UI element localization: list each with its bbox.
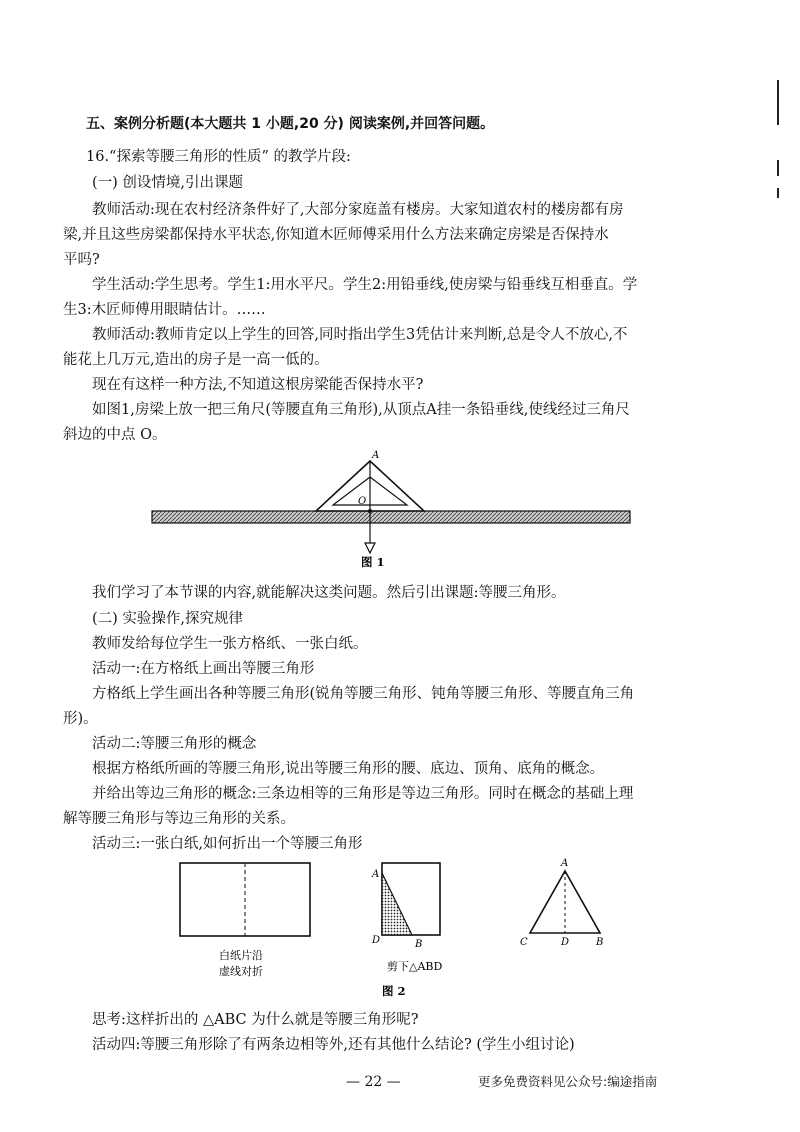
paragraph-line: 活动三:一张白纸,如何折出一个等腰三角形 xyxy=(92,836,363,852)
paragraph-line: 方格纸上学生画出各种等腰三角形(锐角等腰三角形、钝角等腰三角形、等腰直角三角 xyxy=(92,686,635,702)
question-title: 16.“探索等腰三角形的性质” 的教学片段: xyxy=(86,149,351,165)
paragraph-line: 根据方格纸所画的等腰三角形,说出等腰三角形的腰、底边、顶角、底角的概念。 xyxy=(92,761,605,777)
figure-1 xyxy=(0,445,800,585)
scan-edge-mark xyxy=(777,188,779,198)
paragraph-line: 我们学习了本节课的内容,就能解决这类问题。然后引出课题:等腰三角形。 xyxy=(92,585,566,601)
plumb-bob xyxy=(365,543,375,553)
paragraph-line: 思考:这样折出的 △ABC 为什么就是等腰三角形呢? xyxy=(92,1012,419,1028)
paper-caption-line1: 白纸片沿 xyxy=(219,949,263,962)
part2-heading: (二) 实验操作,探究规律 xyxy=(92,611,244,627)
cut-label-D: D xyxy=(372,935,381,946)
paragraph-line: 如图1,房梁上放一把三角尺(等腰直角三角形),从顶点A挂一条铅垂线,使线经过三角尺 xyxy=(92,402,630,418)
paragraph-line: 活动一:在方格纸上画出等腰三角形 xyxy=(92,661,315,677)
paper-caption-line2: 虚线对折 xyxy=(219,965,263,978)
cut-label-B: B xyxy=(415,939,423,950)
paragraph-line: 活动四:等腰三角形除了有两条边相等外,还有其他什么结论? (学生小组讨论) xyxy=(92,1037,575,1053)
paragraph-line: 生3:木匠师傅用眼睛估计。…… xyxy=(63,302,266,318)
figure-2-caption: 图 2 xyxy=(382,984,406,998)
paragraph-line: 教师活动:教师肯定以上学生的回答,同时指出学生3凭估计来判断,总是令人不放心,不 xyxy=(92,327,628,343)
label-O: O xyxy=(358,496,367,507)
tri-label-A: A xyxy=(561,858,569,869)
midpoint-O xyxy=(368,509,372,513)
paragraph-line: 斜边的中点 O。 xyxy=(63,427,167,443)
cut-triangle-ABD xyxy=(382,873,412,935)
paragraph-line: 并给出等边三角形的概念:三条边相等的三角形是等边三角形。同时在概念的基础上理 xyxy=(92,786,634,802)
scan-edge-mark xyxy=(777,160,779,176)
tri-label-C: C xyxy=(520,937,528,948)
beam xyxy=(152,511,630,523)
tri-label-B: B xyxy=(596,937,604,948)
figure-1-caption: 图 1 xyxy=(361,555,385,569)
label-A: A xyxy=(372,450,380,461)
paragraph-line: 现在有这样一种方法,不知道这根房梁能否保持水平? xyxy=(92,377,424,393)
cut-label-A: A xyxy=(372,869,380,880)
paragraph-line: 教师活动:现在农村经济条件好了,大部分家庭盖有楼房。大家知道农村的楼房都有房 xyxy=(92,202,624,218)
footer-promo: 更多免费资料见公众号:编途指南 xyxy=(478,1074,658,1089)
paragraph-line: 形)。 xyxy=(63,711,98,727)
cut-caption: 剪下△ABD xyxy=(387,960,443,973)
tri-label-D: D xyxy=(561,937,570,948)
paragraph-line: 教师发给每位学生一张方格纸、一张白纸。 xyxy=(92,636,368,652)
page-number: — 22 — xyxy=(346,1074,401,1090)
section-heading: 五、案例分析题(本大题共 1 小题,20 分) 阅读案例,并回答问题。 xyxy=(86,116,495,132)
paragraph-line: 平吗? xyxy=(63,252,100,268)
paragraph-line: 解等腰三角形与等边三角形的关系。 xyxy=(63,811,295,827)
paragraph-line: 梁,并且这些房梁都保持水平状态,你知道木匠师傅采用什么方法来确定房梁是否保持水 xyxy=(63,227,609,243)
paragraph-line: 能花上几万元,造出的房子是一高一低的。 xyxy=(63,352,329,368)
scan-edge-mark xyxy=(777,80,779,125)
paragraph-line: 活动二:等腰三角形的概念 xyxy=(92,736,257,752)
part1-heading: (一) 创设情境,引出课题 xyxy=(92,175,244,191)
figure-2 xyxy=(0,855,800,1005)
paragraph-line: 学生活动:学生思考。学生1:用水平尺。学生2:用铅垂线,使房梁与铅垂线互相垂直。学 xyxy=(92,277,638,293)
